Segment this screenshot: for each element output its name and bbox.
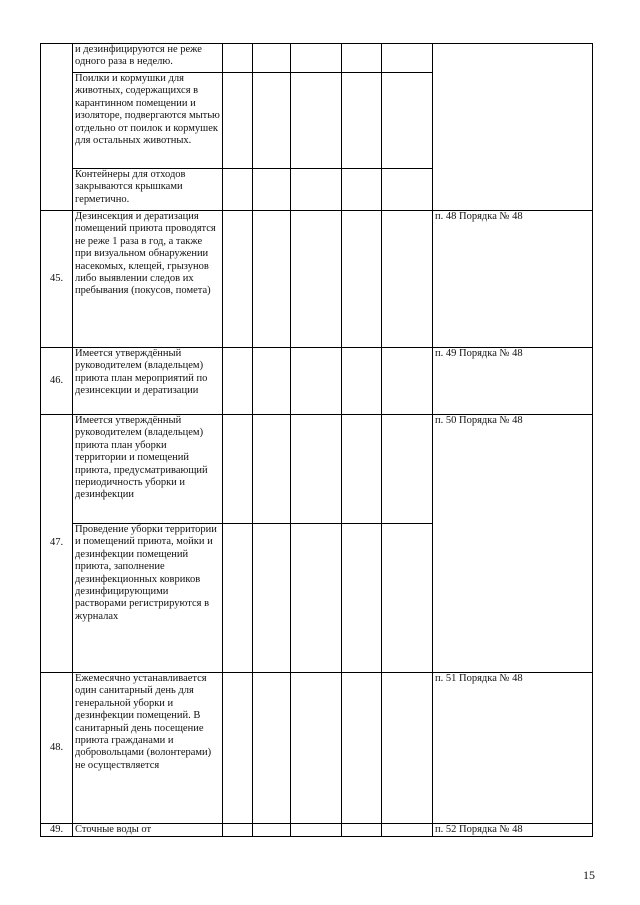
answer-cell-na (291, 348, 342, 415)
answer-cell-yes (223, 824, 253, 837)
requirement-cell: Дезинсекция и дератизация помещений приюта проводятся не реже 1 раза в год, а также при визуальном обнаружении насекомых, клещей, грызунов либо выявлении следов их пребывания (покусов, помета) (73, 211, 223, 348)
row-number-cell: 47. (41, 415, 73, 673)
table-row-47 (41, 415, 593, 524)
requirement-cell: Контейнеры для отходов закрываются крышками герметично. (73, 169, 223, 211)
requirement-cell: Имеется утверждённый руководителем (владельцем) приюта план уборки территории и помещений приюта, предусматривающий периодичность уборки и дезинфекции (73, 415, 223, 524)
answer-cell-yes (223, 169, 253, 211)
reference-cell: п. 52 Порядка № 48 (433, 824, 593, 837)
answer-cell-extra-1 (342, 824, 382, 837)
answer-cell-yes (223, 211, 253, 348)
answer-cell-extra-1 (342, 169, 382, 211)
requirement-cell: Поилки и кормушки для животных, содержащихся в карантинном помещении и изоляторе, подвергаются мытью отдельно от поилок и кормушек для остальных животных. (73, 73, 223, 169)
answer-cell-extra-2 (382, 73, 433, 169)
answer-cell-na (291, 44, 342, 73)
row-number-cell: 48. (41, 673, 73, 824)
answer-cell-extra-1 (342, 673, 382, 824)
answer-cell-no (253, 73, 291, 169)
requirement-cell: Имеется утверждённый руководителем (владельцем) приюта план мероприятий по дезинсекции и дератизации (73, 348, 223, 415)
answer-cell-extra-2 (382, 415, 433, 524)
reference-cell (433, 44, 593, 211)
answer-cell-yes (223, 415, 253, 524)
row-number-cell: 49. (41, 824, 73, 837)
answer-cell-no (253, 524, 291, 673)
answer-cell-extra-2 (382, 348, 433, 415)
reference-cell: п. 50 Порядка № 48 (433, 415, 593, 673)
checklist-table (40, 43, 593, 837)
requirement-cell: и дезинфицируются не реже одного раза в неделю. (73, 44, 223, 73)
table-row-49 (41, 824, 593, 837)
table-row-46 (41, 348, 593, 415)
answer-cell-no (253, 169, 291, 211)
answer-cell-no (253, 673, 291, 824)
table-row-45 (41, 211, 593, 348)
answer-cell-extra-2 (382, 673, 433, 824)
answer-cell-yes (223, 44, 253, 73)
answer-cell-extra-2 (382, 44, 433, 73)
answer-cell-extra-1 (342, 44, 382, 73)
answer-cell-na (291, 524, 342, 673)
answer-cell-yes (223, 73, 253, 169)
answer-cell-na (291, 824, 342, 837)
answer-cell-extra-1 (342, 524, 382, 673)
answer-cell-no (253, 211, 291, 348)
answer-cell-extra-1 (342, 211, 382, 348)
answer-cell-no (253, 44, 291, 73)
page-number: 15 (583, 868, 595, 882)
reference-cell: п. 49 Порядка № 48 (433, 348, 593, 415)
row-number-cell (41, 44, 73, 211)
answer-cell-no (253, 824, 291, 837)
answer-cell-extra-1 (342, 73, 382, 169)
answer-cell-extra-2 (382, 169, 433, 211)
answer-cell-no (253, 415, 291, 524)
requirement-cell: Проведение уборки территории и помещений приюта, мойки и дезинфекции помещений приюта, заполнение дезинфекционных ковриков дезинфицирующими растворами регистрируются в журналах (73, 524, 223, 673)
answer-cell-na (291, 169, 342, 211)
requirement-cell: Сточные воды от (73, 824, 223, 837)
row-number-cell: 46. (41, 348, 73, 415)
answer-cell-na (291, 73, 342, 169)
row-number-cell: 45. (41, 211, 73, 348)
answer-cell-extra-2 (382, 524, 433, 673)
answer-cell-na (291, 415, 342, 524)
answer-cell-no (253, 348, 291, 415)
answer-cell-extra-2 (382, 824, 433, 837)
answer-cell-yes (223, 524, 253, 673)
answer-cell-yes (223, 673, 253, 824)
requirement-cell: Ежемесячно устанавливается один санитарный день для генеральной уборки и дезинфекции помещений. В санитарный день посещение приюта гражданами и добровольцами (волонтерами) не осуществляется (73, 673, 223, 824)
answer-cell-na (291, 673, 342, 824)
answer-cell-extra-1 (342, 348, 382, 415)
table-row-48 (41, 673, 593, 824)
answer-cell-extra-2 (382, 211, 433, 348)
answer-cell-yes (223, 348, 253, 415)
answer-cell-extra-1 (342, 415, 382, 524)
reference-cell: п. 51 Порядка № 48 (433, 673, 593, 824)
reference-cell: п. 48 Порядка № 48 (433, 211, 593, 348)
table-row-continuation-1 (41, 44, 593, 73)
answer-cell-na (291, 211, 342, 348)
